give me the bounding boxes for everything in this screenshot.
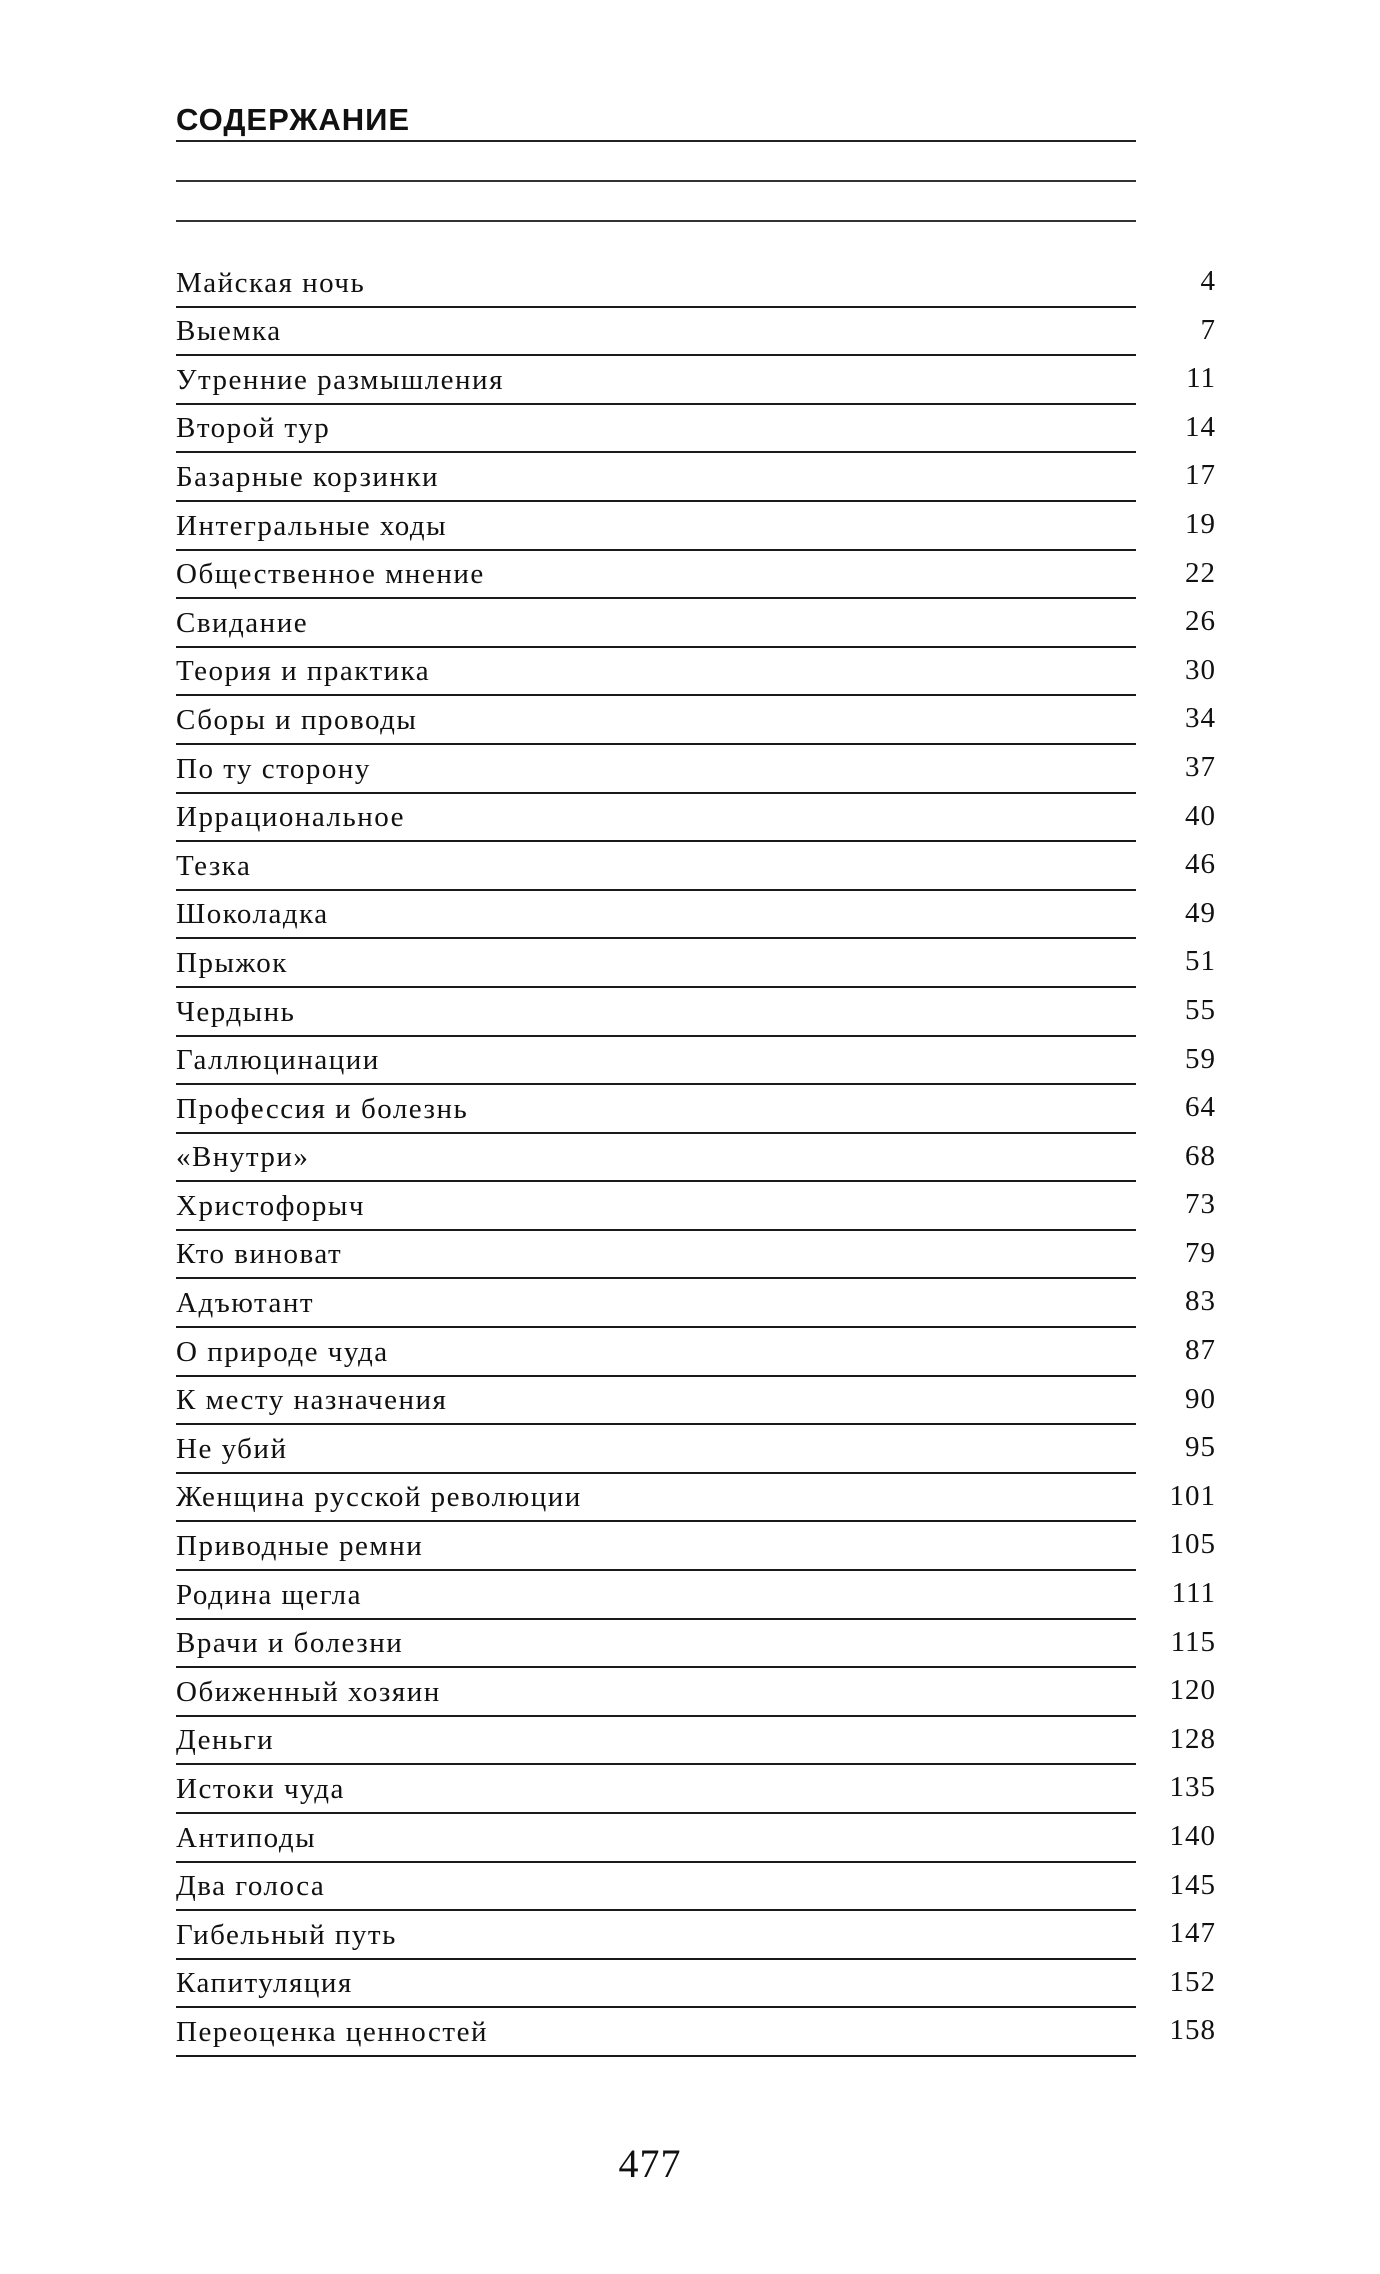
toc-entry bbox=[176, 648, 1216, 697]
toc-entry-page: 68 bbox=[1185, 1139, 1216, 1172]
toc-entry bbox=[176, 1085, 1216, 1134]
toc-entry bbox=[176, 842, 1216, 891]
toc-entry-title: Прыжок bbox=[176, 946, 288, 979]
toc-entry bbox=[176, 405, 1216, 454]
toc-entry-title: Капитуляция bbox=[176, 1967, 353, 2000]
toc-entry-title: Тезка bbox=[176, 849, 252, 882]
toc-entry bbox=[176, 308, 1216, 357]
toc-entry bbox=[176, 988, 1216, 1037]
toc-entry-title: Обиженный хозяин bbox=[176, 1675, 441, 1708]
toc-entry-page: 120 bbox=[1169, 1674, 1216, 1707]
toc-entry-page: 4 bbox=[1200, 265, 1216, 297]
toc-entry bbox=[176, 696, 1216, 745]
toc-entry-page: 49 bbox=[1185, 896, 1216, 929]
toc-entry-page: 111 bbox=[1171, 1577, 1216, 1610]
toc-entry-page: 128 bbox=[1169, 1722, 1216, 1755]
toc-entry bbox=[176, 1377, 1216, 1426]
toc-entry bbox=[176, 1863, 1216, 1912]
toc-entry-page: 158 bbox=[1169, 2014, 1216, 2047]
toc-entry-title: Приводные ремни bbox=[176, 1530, 424, 1563]
toc-entry bbox=[176, 502, 1216, 551]
toc-entry-page: 105 bbox=[1169, 1528, 1216, 1561]
toc-entry-page: 79 bbox=[1185, 1236, 1216, 1269]
toc-entry-page: 37 bbox=[1185, 750, 1216, 783]
toc-entry-title: Кто виноват bbox=[176, 1238, 343, 1271]
toc-entry-title: Переоценка ценностей bbox=[176, 2015, 488, 2048]
toc-entry-page: 30 bbox=[1185, 653, 1216, 686]
toc-entry-title: Родина щегла bbox=[176, 1578, 362, 1611]
toc-entry bbox=[176, 1620, 1216, 1669]
toc-entry-page: 40 bbox=[1185, 799, 1216, 832]
toc-entry-title: Христофорыч bbox=[176, 1189, 365, 1222]
toc-entry-page: 135 bbox=[1169, 1771, 1216, 1804]
toc-entry bbox=[176, 1911, 1216, 1960]
toc-entry-title: Иррациональное bbox=[176, 801, 405, 834]
toc-entry bbox=[176, 1474, 1216, 1523]
toc-entry bbox=[176, 1571, 1216, 1620]
toc-entry-title: Свидание bbox=[176, 606, 309, 639]
toc-entry bbox=[176, 1134, 1216, 1183]
blank-rule-line bbox=[176, 142, 1136, 182]
toc-entry-title: Второй тур bbox=[176, 412, 331, 445]
toc-entry bbox=[176, 1037, 1216, 1086]
toc-entry-page: 19 bbox=[1185, 507, 1216, 540]
toc-entry-page: 95 bbox=[1185, 1431, 1216, 1464]
toc-entry-page: 55 bbox=[1185, 993, 1216, 1026]
toc-entry bbox=[176, 1814, 1216, 1863]
toc-entry bbox=[176, 794, 1216, 843]
toc-entry-page: 83 bbox=[1185, 1285, 1216, 1318]
toc-entry-title: Антиподы bbox=[176, 1821, 317, 1854]
toc-entry-page: 51 bbox=[1185, 945, 1216, 978]
toc-entry bbox=[176, 1522, 1216, 1571]
toc-entry-title: Интегральные ходы bbox=[176, 509, 448, 542]
toc-entry-page: 17 bbox=[1185, 459, 1216, 492]
blank-rule-line bbox=[176, 182, 1136, 222]
toc-entry bbox=[176, 551, 1216, 600]
toc-entry-title: Базарные корзинки bbox=[176, 460, 440, 493]
toc-entry bbox=[176, 356, 1216, 405]
toc-entry-title: Теория и практика bbox=[176, 655, 431, 688]
toc-entry-page: 59 bbox=[1185, 1042, 1216, 1075]
toc-entry bbox=[176, 453, 1216, 502]
toc-entry-title: Два голоса bbox=[176, 1870, 326, 1903]
toc-entry-title: Сборы и проводы bbox=[176, 703, 418, 736]
toc-entry-page: 101 bbox=[1169, 1479, 1216, 1512]
toc-entry-title: Шоколадка bbox=[176, 898, 329, 931]
toc-entry-page: 147 bbox=[1169, 1917, 1216, 1950]
table-of-contents bbox=[176, 259, 1216, 2057]
toc-entry-page: 90 bbox=[1185, 1382, 1216, 1415]
page-title: СОДЕРЖАНИЕ bbox=[176, 100, 1136, 142]
toc-entry bbox=[176, 1328, 1216, 1377]
toc-entry bbox=[176, 1668, 1216, 1717]
toc-entry bbox=[176, 1717, 1216, 1766]
toc-entry-page: 115 bbox=[1170, 1625, 1216, 1658]
contents-header bbox=[176, 100, 1136, 222]
toc-entry-title: О природе чуда bbox=[176, 1335, 389, 1368]
toc-entry-title: Врачи и болезни bbox=[176, 1627, 404, 1660]
toc-entry bbox=[176, 1765, 1216, 1814]
toc-entry-title: К месту назначения bbox=[176, 1384, 448, 1417]
toc-entry bbox=[176, 1279, 1216, 1328]
toc-entry-title: Утренние размышления bbox=[176, 363, 504, 396]
page-number: 477 bbox=[618, 2141, 682, 2186]
toc-entry-page: 140 bbox=[1169, 1820, 1216, 1852]
toc-entry bbox=[176, 939, 1216, 988]
toc-entry-title: Женщина русской революции bbox=[176, 1481, 582, 1514]
toc-entry-title: Адъютант bbox=[176, 1287, 315, 1320]
toc-entry bbox=[176, 1960, 1216, 2009]
toc-entry bbox=[176, 2008, 1216, 2057]
toc-entry bbox=[176, 1425, 1216, 1474]
toc-entry-page: 64 bbox=[1185, 1091, 1216, 1124]
toc-entry-page: 145 bbox=[1169, 1868, 1216, 1901]
toc-entry bbox=[176, 891, 1216, 940]
toc-entry bbox=[176, 599, 1216, 648]
toc-entry-title: Истоки чуда bbox=[176, 1773, 345, 1805]
toc-entry-page: 152 bbox=[1169, 1965, 1216, 1998]
toc-entry-title: Майская ночь bbox=[176, 266, 366, 299]
toc-entry-page: 14 bbox=[1185, 410, 1216, 443]
toc-entry-title: Общественное мнение bbox=[176, 558, 485, 591]
toc-entry-title: По ту сторону bbox=[176, 752, 371, 785]
toc-entry-page: 87 bbox=[1185, 1334, 1216, 1367]
toc-entry-title: Чердынь bbox=[176, 995, 296, 1028]
toc-entry bbox=[176, 1182, 1216, 1231]
toc-entry bbox=[176, 259, 1216, 308]
toc-entry-title: Выемка bbox=[176, 315, 282, 348]
toc-entry bbox=[176, 745, 1216, 794]
toc-entry-page: 46 bbox=[1185, 848, 1216, 881]
toc-entry-title: Не убий bbox=[176, 1432, 288, 1465]
toc-entry-title: Гибельный путь bbox=[176, 1918, 397, 1951]
toc-entry-title: «Внутри» bbox=[176, 1141, 310, 1174]
toc-entry bbox=[176, 1231, 1216, 1280]
toc-entry-page: 7 bbox=[1200, 313, 1216, 346]
toc-entry-page: 11 bbox=[1186, 362, 1216, 395]
toc-entry-page: 26 bbox=[1185, 605, 1216, 638]
toc-entry-page: 34 bbox=[1185, 702, 1216, 735]
toc-entry-title: Профессия и болезнь bbox=[176, 1092, 469, 1125]
toc-entry-title: Галлюцинации bbox=[176, 1044, 380, 1077]
toc-entry-page: 22 bbox=[1185, 556, 1216, 589]
toc-entry-page: 73 bbox=[1185, 1188, 1216, 1221]
toc-entry-title: Деньги bbox=[176, 1724, 275, 1757]
